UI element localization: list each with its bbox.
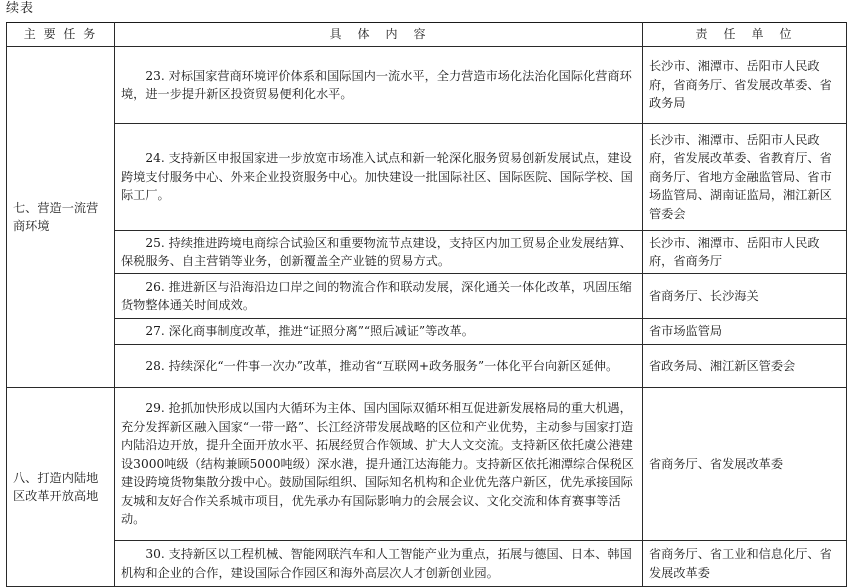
task-content: 23. 对标国家营商环境评价体系和国际国内一流水平，全力营造市场化法治化国际化营商环境，进一步提升新区投资贸易便利化水平。 [115, 47, 643, 124]
task-category-opening-up-highland: 八、打造内陆地区改革开放高地 [7, 388, 115, 587]
responsible-unit: 省商务厅、省发展改革委 [643, 388, 847, 541]
table-row [7, 274, 847, 319]
table-continued-caption: 续表 [6, 1, 35, 16]
responsible-unit: 长沙市、湘潭市、岳阳市人民政府，省商务厅、省发展改革委、省政务局 [643, 47, 847, 124]
header-responsible-unit: 责 任 单 位 [643, 23, 847, 47]
table-row [7, 388, 847, 541]
table-row [7, 231, 847, 274]
responsible-unit: 长沙市、湘潭市、岳阳市人民政府，省商务厅 [643, 231, 847, 274]
responsible-unit: 省市场监管局 [643, 319, 847, 345]
responsible-unit: 省商务厅、长沙海关 [643, 274, 847, 319]
table-header-row [7, 23, 847, 47]
responsible-unit: 长沙市、湘潭市、岳阳市人民政府，省发展改革委、省教育厅、省商务厅、省地方金融监管局、省市场监管局、湖南证监局，湘江新区管委会 [643, 124, 847, 231]
responsible-unit: 省商务厅、省工业和信息化厅、省发展改革委 [643, 541, 847, 587]
header-main-task: 主 要 任 务 [7, 23, 115, 47]
responsible-unit: 省政务局、湘江新区管委会 [643, 345, 847, 388]
table-row [7, 345, 847, 388]
header-specific-content: 具 体 内 容 [115, 23, 643, 47]
table-row [7, 319, 847, 345]
task-content: 30. 支持新区以工程机械、智能网联汽车和人工智能产业为重点，拓展与德国、日本、韩国机构和企业的合作，建设国际合作园区和海外高层次人才创新创业园。 [115, 541, 643, 587]
task-category-business-environment: 七、营造一流营商环境 [7, 47, 115, 388]
table-row [7, 124, 847, 231]
task-content: 26. 推进新区与沿海沿边口岸之间的物流合作和联动发展，深化通关一体化改革，巩固压缩货物整体通关时间成效。 [115, 274, 643, 319]
task-content: 29. 抢抓加快形成以国内大循环为主体、国内国际双循环相互促进新发展格局的重大机遇，充分发挥新区融入国家“一带一路”、长江经济带发展战略的区位和产业优势，主动参与国家打造内陆沿边开放，提升全面开放水平、拓展经贸合作领域、扩大人文交流。支持新区依托虞公港建设3000吨级（结构兼顾5000吨级）深水港，提升通江达海能力。支持新区依托湘潭综合保税区建设跨境货物集散分拨中心。鼓励国际组织、国际知名机构和企业优先落户新区，优先承接国际友城和友好合作关系城市项目，优先承办有国际影响力的会展会议、文化交流和体育赛事等活动。 [115, 388, 643, 541]
table-row [7, 47, 847, 124]
task-content: 25. 持续推进跨境电商综合试验区和重要物流节点建设，支持区内加工贸易企业发展结算、保税服务、自主营销等业务，创新覆盖全产业链的贸易方式。 [115, 231, 643, 274]
task-content: 27. 深化商事制度改革，推进“证照分离”“照后减证”等改革。 [115, 319, 643, 345]
task-content: 28. 持续深化“一件事一次办”改革，推动省“互联网+政务服务”一体化平台向新区延伸。 [115, 345, 643, 388]
table-row [7, 541, 847, 587]
task-content: 24. 支持新区申报国家进一步放宽市场准入试点和新一轮深化服务贸易创新发展试点，建设跨境支付服务中心、外来企业投资服务中心。加快建设一批国际社区、国际医院、国际学校、国际工厂。 [115, 124, 643, 231]
task-table [6, 22, 847, 587]
